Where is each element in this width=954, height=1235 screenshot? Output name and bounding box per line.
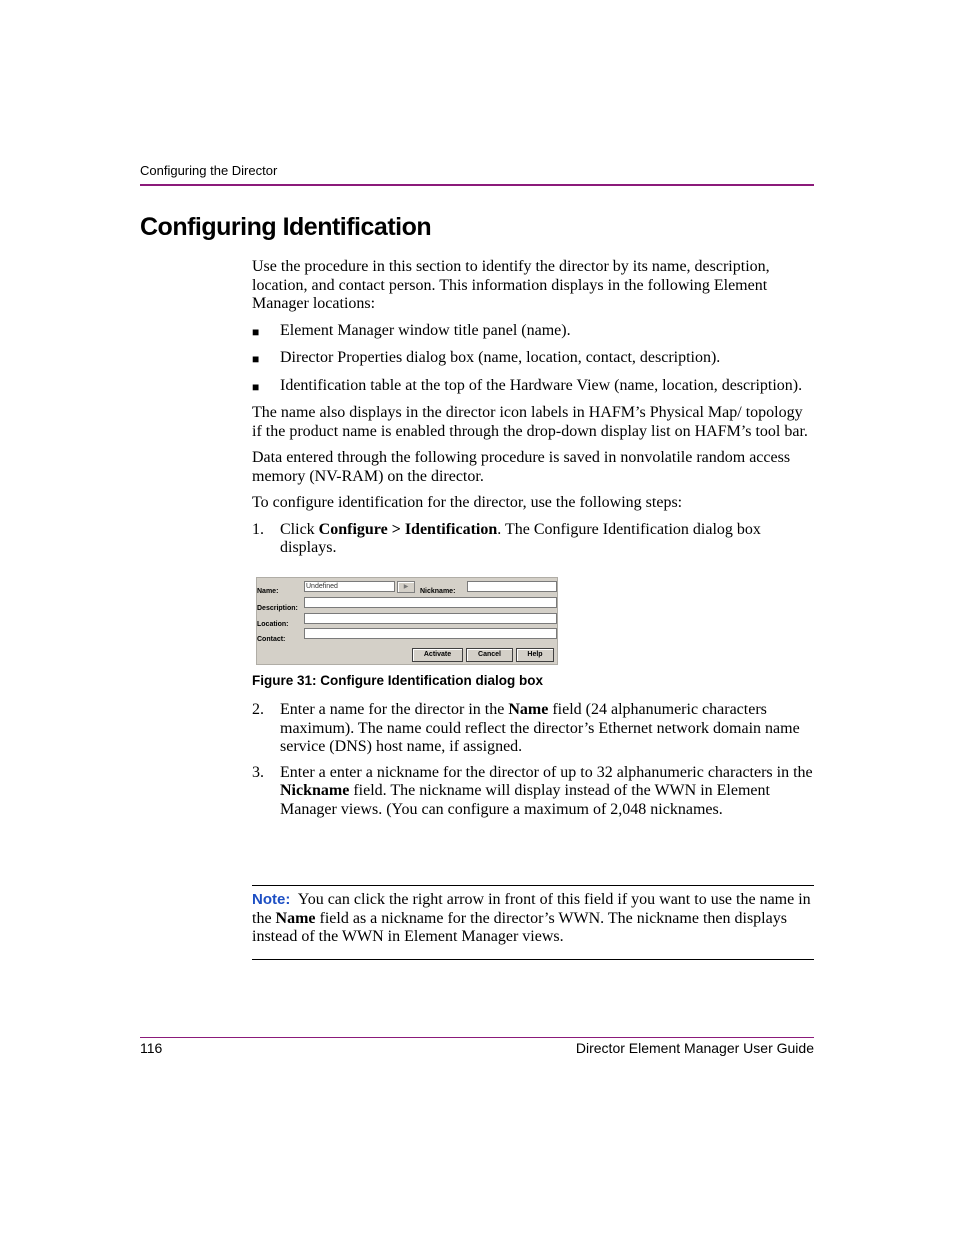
bullet-square-icon: ■ — [252, 352, 260, 366]
bullet-item — [252, 349, 814, 369]
footer-doc-title: Director Element Manager User Guide — [575, 1040, 814, 1056]
help-button[interactable]: Help — [516, 648, 554, 662]
body-content — [252, 258, 814, 826]
section-title: Configuring Identification — [140, 213, 432, 241]
nickname-label: Nickname: — [420, 587, 456, 595]
bullet-item — [252, 377, 814, 397]
nickname-field[interactable] — [467, 581, 557, 592]
bullet-text: Identification table at the top of the Hardware View (name, location, description). — [280, 376, 803, 394]
right-arrow-icon: ▶ — [403, 583, 409, 590]
bullet-square-icon: ■ — [252, 379, 260, 394]
step-text-post: field (24 alphanumeric characters maximum). The name could reflect the director’s Ethernet network domain name service (DNS) host name, if assigned. — [280, 701, 800, 755]
description-label: Description: — [257, 604, 298, 612]
bullet-square-icon: ■ — [252, 324, 260, 339]
step-text-pre: Click — [280, 520, 319, 538]
description-field[interactable] — [304, 597, 557, 608]
contact-field[interactable] — [304, 628, 557, 639]
note-label: Note: — [252, 891, 291, 908]
step-number: 3. — [252, 763, 264, 781]
step-3 — [252, 764, 814, 820]
page-number: 116 — [140, 1040, 163, 1056]
note-text-post: field as a nickname for the director’s WWN. The nickname then displays instead of the WWN in Element Manager views. — [252, 909, 787, 945]
cancel-button[interactable]: Cancel — [466, 648, 513, 662]
field-name: Name — [508, 701, 549, 718]
name-field[interactable]: Undefined — [304, 581, 395, 592]
name-label: Name: — [257, 587, 279, 595]
step-text — [280, 764, 814, 820]
note-field-name: Name — [275, 909, 316, 927]
copy-name-arrow-button[interactable] — [397, 581, 415, 593]
step-2 — [252, 701, 814, 757]
bullet-text: Element Manager window title panel (name). — [280, 321, 571, 339]
intro-paragraph: Use the procedure in this section to identify the director by its name, description, location, and contact person. This information displays in the following Element Manager locations: — [252, 258, 770, 312]
running-header: Configuring the Director — [140, 163, 278, 178]
nvram-paragraph: Data entered through the following procedure is saved in nonvolatile random access memory (NV-RAM) on the director. — [252, 449, 791, 485]
step-text-post: field. The nickname will display instead of the WWN in Element Manager views. (You can configure a maximum of 2,048 nicknames. — [280, 782, 770, 818]
menu-path: Configure > Identification — [318, 520, 498, 538]
location-label: Location: — [257, 620, 289, 628]
step-text-pre: Enter a name for the director in the — [280, 701, 509, 718]
figure-caption: Figure 31: Configure Identification dialog box — [252, 672, 544, 688]
step-text — [280, 521, 814, 558]
step-number: 1. — [252, 520, 264, 538]
activate-button[interactable]: Activate — [412, 648, 463, 662]
field-name: Nickname — [280, 782, 350, 799]
note-box — [252, 885, 814, 960]
header-rule — [140, 184, 814, 186]
footer-rule — [140, 1037, 814, 1038]
configure-identification-dialog — [256, 577, 558, 665]
location-field[interactable] — [304, 613, 557, 624]
bullet-item — [252, 322, 814, 342]
physical-map-paragraph: The name also displays in the director icon labels in HAFM’s Physical Map/ topology if the product name is enabled through the drop-down display list on HAFM’s tool bar. — [252, 404, 808, 440]
step-text-post: . The Configure Identification dialog box displays. — [280, 520, 761, 556]
step-number: 2. — [252, 701, 264, 718]
steps-intro-paragraph: To configure identification for the director, use the following steps: — [252, 494, 683, 511]
step-text-pre: Enter a enter a nickname for the director of up to 32 alphanumeric characters in the — [280, 763, 813, 781]
step-1 — [252, 521, 814, 558]
bullet-text: Director Properties dialog box (name, location, contact, description). — [280, 349, 721, 366]
contact-label: Contact: — [257, 635, 286, 643]
note-text-pre: You can click the right arrow in front of this field if you want to use the name in the — [252, 891, 811, 927]
step-text — [280, 701, 814, 757]
